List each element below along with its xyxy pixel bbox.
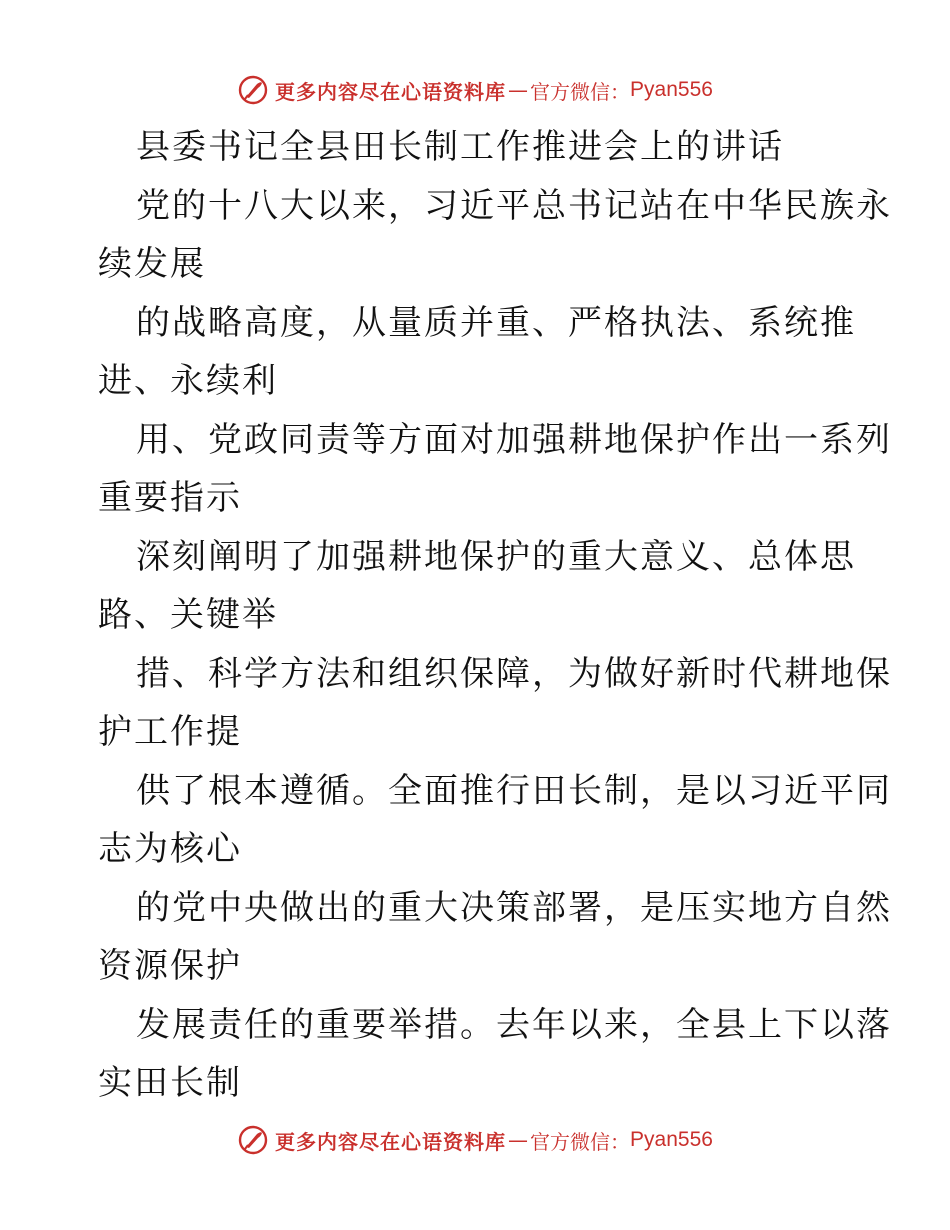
text-line: 的党中央做出的重大决策部署，是压实地方自然	[136, 887, 892, 928]
watermark-wechat-label: 官方微信：	[530, 79, 631, 104]
watermark-wechat-id: Pyan556	[630, 1128, 713, 1151]
text-line: 资源保护	[98, 946, 242, 986]
text-line: 供了根本遵循。全面推行田长制，是以习近平同	[136, 770, 892, 811]
text-line: 续发展	[98, 244, 206, 284]
watermark-wechat-id: Pyan556	[630, 78, 713, 101]
text-line: 发展责任的重要举措。去年以来，全县上下以落	[136, 1004, 892, 1045]
text-line: 路、关键举	[98, 595, 278, 635]
watermark-wechat-label: 官方微信：	[530, 1129, 631, 1154]
quill-pen-icon	[237, 74, 269, 106]
text-line: 党的十八大以来，习近平总书记站在中华民族永	[136, 185, 892, 226]
text-line: 志为核心	[98, 829, 242, 869]
quill-pen-icon	[237, 1124, 269, 1156]
footer-watermark	[0, 1120, 950, 1160]
document-body	[98, 118, 892, 1113]
header-watermark	[0, 70, 950, 110]
text-line: 的战略高度，从量质并重、严格执法、系统推	[136, 302, 856, 343]
text-line: 进、永续利	[98, 361, 278, 401]
text-line: 深刻阐明了加强耕地保护的重大意义、总体思	[136, 536, 856, 577]
watermark-dash: —	[508, 1128, 529, 1152]
watermark-dash: —	[508, 78, 529, 102]
watermark-slogan: 更多内容尽在心语资料库	[275, 1129, 507, 1154]
text-line: 重要指示	[98, 478, 242, 518]
text-line: 实田长制	[98, 1063, 242, 1103]
text-line: 护工作提	[98, 712, 242, 752]
text-line: 措、科学方法和组织保障，为做好新时代耕地保	[136, 653, 892, 694]
document-title: 县委书记全县田长制工作推进会上的讲话	[136, 127, 784, 167]
text-line: 用、党政同责等方面对加强耕地保护作出一系列	[136, 419, 892, 460]
watermark-slogan: 更多内容尽在心语资料库	[275, 79, 507, 104]
